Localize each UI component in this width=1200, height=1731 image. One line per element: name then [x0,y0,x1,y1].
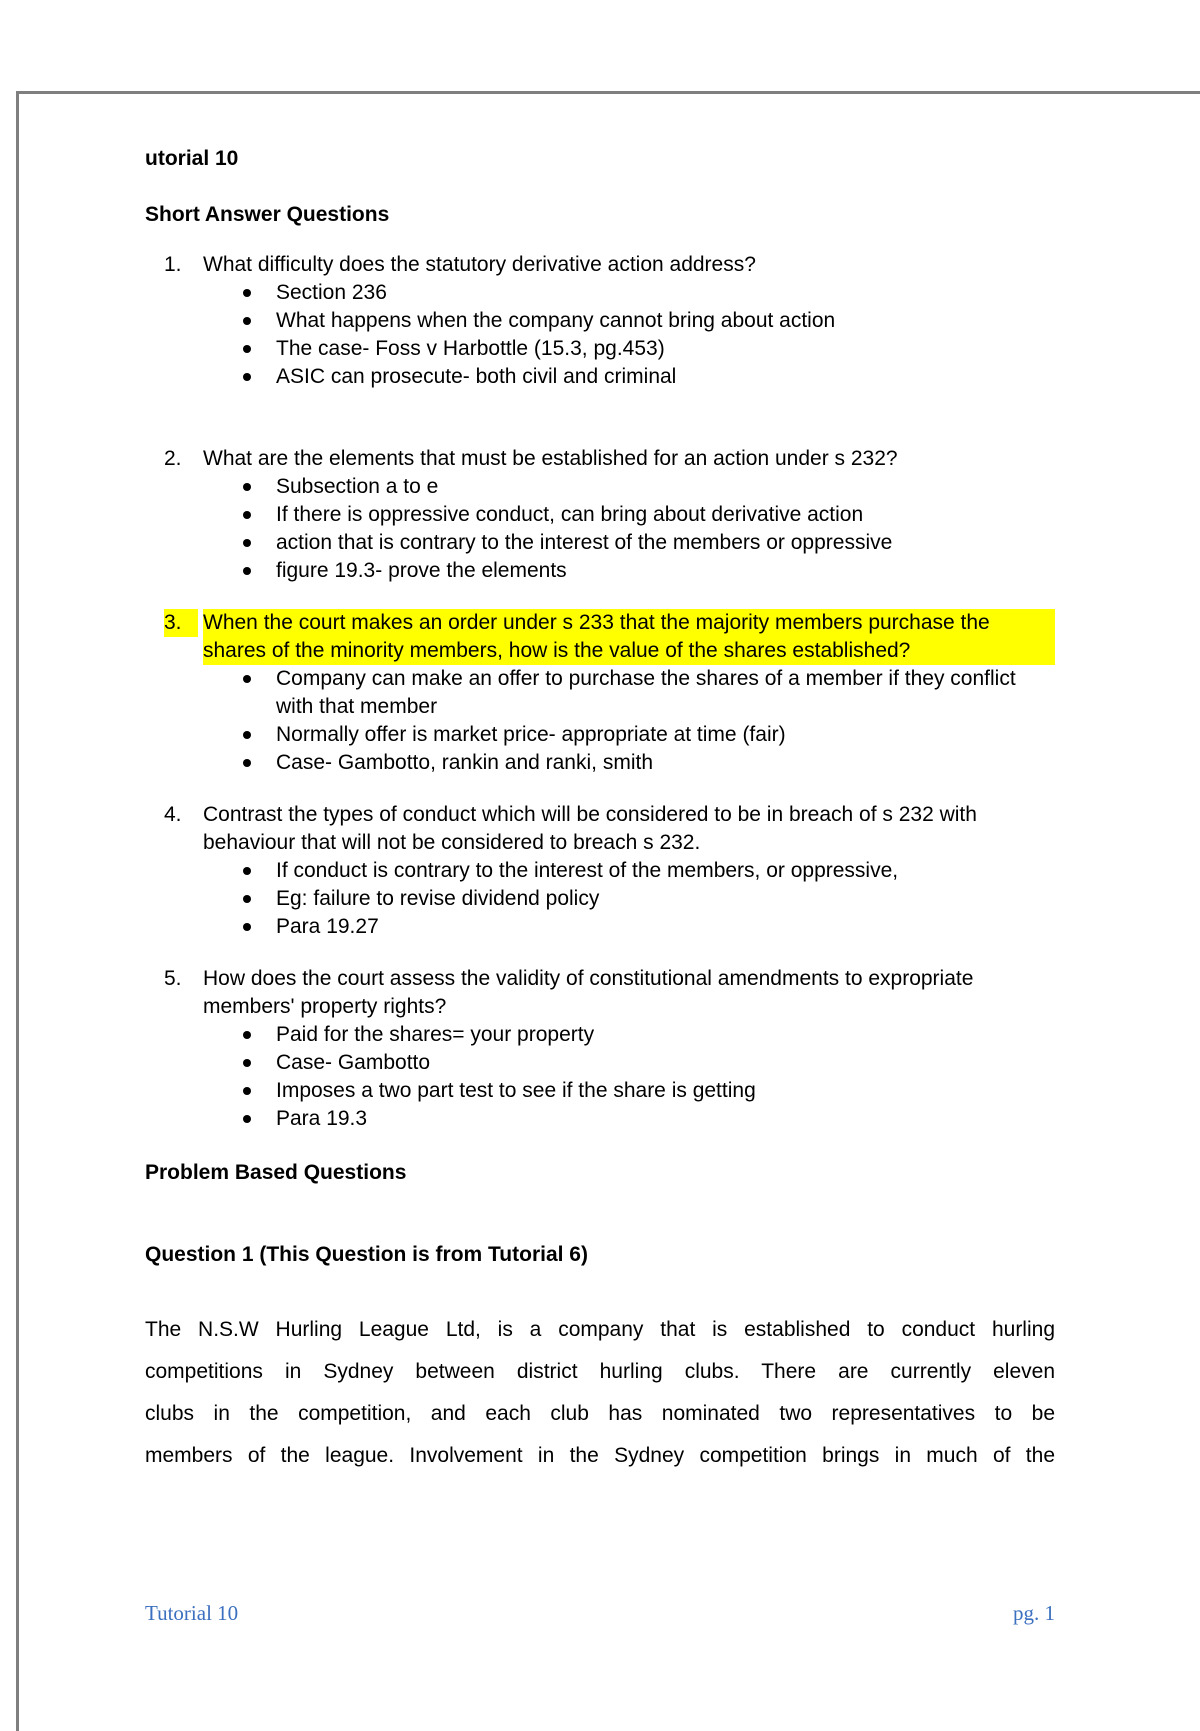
bullet-icon [243,567,251,575]
question-number: 2. [164,447,182,470]
bullet-item: If there is oppressive conduct, can bring about derivative action [145,501,1055,529]
bullet-icon [243,483,251,491]
bullet-item: Para 19.27 [145,913,1055,941]
question-item [145,251,1055,445]
bullet-item: Normally offer is market price- appropriate at time (fair) [145,721,1055,749]
paragraph-line: members of the league. Involvement in the Sydney competition brings in much of the [145,1444,1055,1467]
bullet-icon [243,317,251,325]
bullet-item: Subsection a to e [145,473,1055,501]
problem-based-heading: Problem Based Questions [145,1161,407,1184]
bullet-icon [243,289,251,297]
bullet-icon [243,675,251,683]
bullet-item: figure 19.3- prove the elements [145,557,1055,585]
bullet-item: Imposes a two part test to see if the share is getting [145,1077,1055,1105]
bullet-icon [243,511,251,519]
bullet-item: Eg: failure to revise dividend policy [145,885,1055,913]
bullet-icon [243,923,251,931]
question-text: What are the elements that must be established for an action under s 232? [203,447,898,470]
bullet-list [203,473,1055,585]
paragraph-line: clubs in the competition, and each club has nominated two representatives to be [145,1402,1055,1425]
bullet-item: Company can make an offer to purchase the shares of a member if they conflict with that member [145,665,1055,721]
question-text-highlighted: When the court makes an order under s 233 that the majority members purchase the shares of the minority members, how is the value of the shares established? [203,609,1055,665]
question-item [145,801,1055,965]
bullet-item: Paid for the shares= your property [145,1021,1055,1049]
question-number: 3. [164,609,198,637]
document-body [145,145,1055,1477]
bullet-list [203,857,1055,941]
bullet-item: Case- Gambotto, rankin and ranki, smith [145,749,1055,777]
paragraph-line: The N.S.W Hurling League Ltd, is a company that is established to conduct hurling [145,1318,1055,1341]
bullet-icon [243,1115,251,1123]
bullet-list [203,1021,1055,1133]
bullet-item: If conduct is contrary to the interest of the members, or oppressive, [145,857,1055,885]
bullet-icon [243,731,251,739]
bullet-icon [243,1087,251,1095]
question-text: Contrast the types of conduct which will be considered to be in breach of s 232 with behaviour that will not be considered to breach s 232. [203,803,977,854]
bullet-icon [243,345,251,353]
question-number: 4. [164,803,182,826]
footer-title: Tutorial 10 [145,1601,239,1625]
question-number: 1. [164,253,182,276]
paragraph-line: competitions in Sydney between district hurling clubs. There are currently eleven [145,1360,1055,1383]
bullet-icon [243,1059,251,1067]
bullet-item: The case- Foss v Harbottle (15.3, pg.453) [145,335,1055,363]
bullet-item: ASIC can prosecute- both civil and criminal [145,363,1055,391]
question-text: What difficulty does the statutory derivative action address? [203,253,756,276]
question-list [145,251,1055,1133]
footer-page-number: pg. 1 [1013,1601,1055,1625]
question-item [145,445,1055,609]
bullet-icon [243,895,251,903]
bullet-icon [243,759,251,767]
question1-paragraph [145,1309,1055,1477]
bullet-icon [243,539,251,547]
bullet-icon [243,867,251,875]
bullet-list [203,665,1055,777]
question1-heading: Question 1 (This Question is from Tutorial 6) [145,1243,588,1266]
short-answer-heading: Short Answer Questions [145,203,390,226]
bullet-item: action that is contrary to the interest of the members or oppressive [145,529,1055,557]
bullet-item: Section 236 [145,279,1055,307]
bullet-item: What happens when the company cannot bring about action [145,307,1055,335]
question-number: 5. [164,967,182,990]
bullet-icon [243,373,251,381]
bullet-item: Case- Gambotto [145,1049,1055,1077]
bullet-item: Para 19.3 [145,1105,1055,1133]
question-item-highlighted [145,609,1055,801]
question-text: How does the court assess the validity of constitutional amendments to expropriate members' property rights? [203,967,974,1018]
document-title: utorial 10 [145,147,239,170]
bullet-list [203,279,1055,391]
bullet-icon [243,1031,251,1039]
question-item [145,965,1055,1133]
